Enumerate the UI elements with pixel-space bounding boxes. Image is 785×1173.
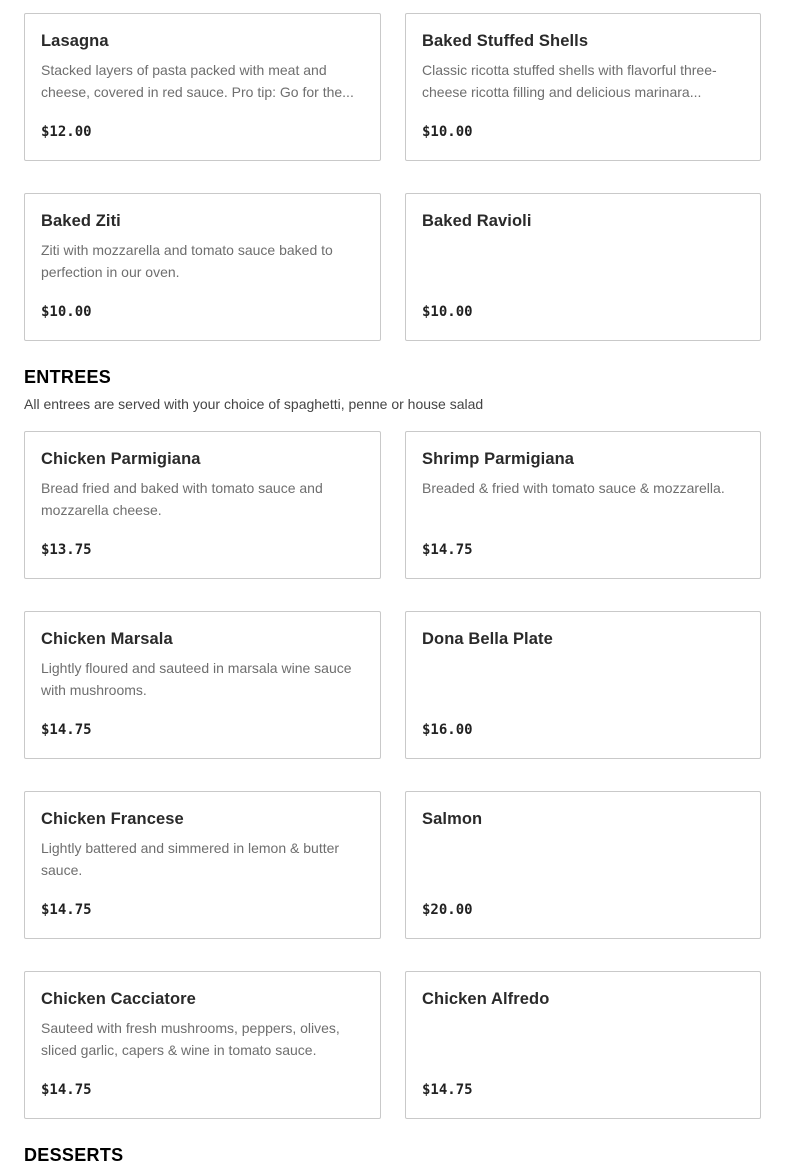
menu-item-card[interactable] [24,13,381,161]
menu-item-price: $20.00 [422,902,473,918]
menu-item-price: $14.75 [422,1082,473,1098]
menu-item-name: Salmon [422,810,483,828]
menu-item-card[interactable] [24,791,381,939]
menu-item-name: Chicken Parmigiana [41,450,201,468]
menu-item-description: Classic ricotta stuffed shells with flavorful three-cheese ricotta filling and delicious marinara... [422,62,717,100]
menu-item-card[interactable] [24,971,381,1119]
menu-item-name: Chicken Marsala [41,630,173,648]
menu-item-description: Bread fried and baked with tomato sauce and mozzarella cheese. [41,480,323,518]
section-subtitle-entrees: All entrees are served with your choice of spaghetti, penne or house salad [24,396,484,412]
menu-item-name: Dona Bella Plate [422,630,553,648]
menu-item-name: Shrimp Parmigiana [422,450,575,468]
menu-item-card[interactable] [405,971,761,1119]
menu-item-card[interactable] [24,431,381,579]
menu-item-price: $16.00 [422,722,473,738]
menu-item-price: $14.75 [41,722,92,738]
menu-item-name: Chicken Cacciatore [41,990,196,1008]
menu-item-price: $14.75 [41,1082,92,1098]
section-title-desserts: DESSERTS [24,1145,124,1165]
menu-item-price: $12.00 [41,124,92,140]
menu-item-name: Chicken Alfredo [422,990,550,1008]
menu-item-card[interactable] [24,611,381,759]
menu-item-description: Breaded & fried with tomato sauce & mozzarella. [422,480,725,496]
menu-item-card[interactable] [24,193,381,341]
menu-item-card[interactable] [405,193,761,341]
menu-item-description: Lightly floured and sauteed in marsala wine sauce with mushrooms. [41,660,352,698]
menu-item-price: $13.75 [41,542,92,558]
menu-item-name: Baked Ravioli [422,212,532,230]
menu-item-name: Baked Ziti [41,212,121,230]
menu-item-name: Chicken Francese [41,810,184,828]
menu-item-name: Baked Stuffed Shells [422,32,589,50]
menu-item-name: Lasagna [41,32,109,50]
menu-item-card[interactable] [405,431,761,579]
pasta-items-grid [24,13,761,341]
menu-item-card[interactable] [405,611,761,759]
menu-item-price: $14.75 [41,902,92,918]
section-title-entrees: ENTREES [24,367,112,387]
menu-item-description: Lightly battered and simmered in lemon & butter sauce. [41,840,340,878]
menu-item-card[interactable] [405,791,761,939]
menu-item-price: $10.00 [422,124,473,140]
menu-item-price: $10.00 [41,304,92,320]
menu-item-description: Ziti with mozzarella and tomato sauce baked to perfection in our oven. [41,242,333,280]
menu-item-description: Sauteed with fresh mushrooms, peppers, olives, sliced garlic, capers & wine in tomato sauce. [41,1020,340,1058]
entrees-grid [24,431,761,1119]
menu-item-price: $14.75 [422,542,473,558]
menu-item-description: Stacked layers of pasta packed with meat and cheese, covered in red sauce. Pro tip: Go for the... [41,62,354,100]
menu-item-price: $10.00 [422,304,473,320]
menu-item-card[interactable] [405,13,761,161]
